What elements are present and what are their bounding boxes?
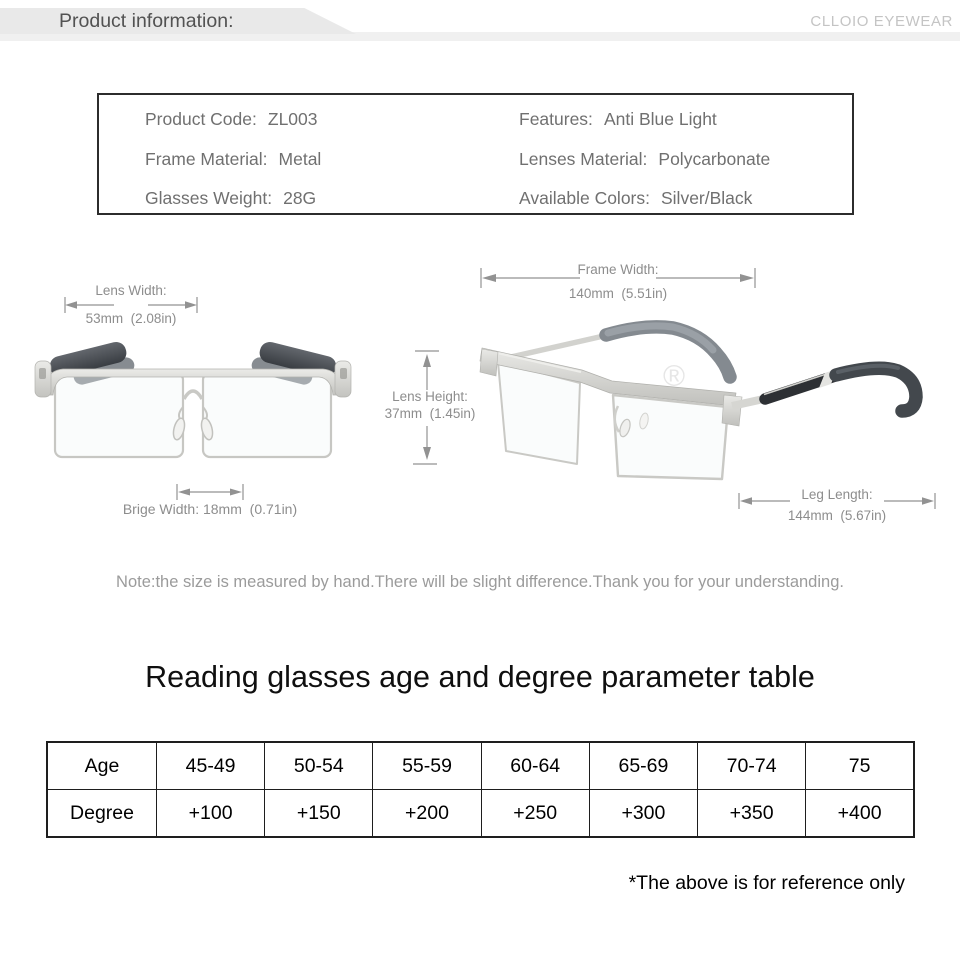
info-row-product-code [145,100,475,140]
glasses-front-image [33,337,353,467]
info-row-glasses-weight [145,179,475,219]
degree-cell: +250 [481,790,589,838]
leg-length-value: 144mm (5.67in) [787,508,887,523]
table-row-age [47,742,914,790]
glasses-side-image [468,318,948,508]
info-column-left [99,95,475,213]
degree-cell: +150 [265,790,373,838]
info-value: Anti Blue Light [603,109,717,129]
lens-height-label: Lens Height: [392,389,468,404]
info-value: 28G [283,188,317,208]
lens-width-value: 53mm (2.08in) [85,311,177,326]
info-label: Available Colors: [519,188,650,208]
brand-name: CLLOIO EYEWEAR [810,13,953,30]
age-cell: 45-49 [157,742,265,790]
row-header-degree: Degree [47,790,157,838]
degree-cell: +100 [157,790,265,838]
row-header-age: Age [47,742,157,790]
frame-width-label: Frame Width: [577,262,659,277]
info-label: Lenses Material: [519,148,648,169]
leg-length-label: Leg Length: [801,487,873,502]
age-cell: 70-74 [698,742,806,790]
age-cell: 60-64 [481,742,589,790]
info-label: Frame Material: [145,148,268,169]
degree-cell: +300 [589,790,697,838]
age-cell: 65-69 [589,742,697,790]
lens-height-value: 37mm (1.45in) [384,406,476,421]
registered-mark-watermark: ® [663,360,686,393]
measurement-note: Note:the size is measured by hand.There will be slight difference.Thank you for your understanding. [116,573,844,591]
page-title: Product information: [59,10,234,32]
age-degree-table [46,741,915,838]
frame-width-value: 140mm (5.51in) [568,286,668,301]
info-label: Glasses Weight: [145,188,273,208]
info-value: ZL003 [267,109,318,129]
table-row-degree [47,790,914,838]
info-value: Silver/Black [661,188,753,208]
info-label: Features: [519,109,593,129]
product-info-box [97,93,854,215]
info-row-available-colors [519,179,852,219]
age-cell: 75 [806,742,914,790]
parameter-table-wrap [46,741,915,838]
info-value: Polycarbonate [658,148,771,169]
degree-cell: +400 [806,790,914,838]
degree-cell: +350 [698,790,806,838]
info-value: Metal [278,148,322,169]
lens-width-label: Lens Width: [95,283,167,298]
bridge-width-label: Brige Width: 18mm (0.71in) [122,501,298,517]
age-cell: 55-59 [373,742,481,790]
info-row-frame-material [145,140,475,180]
info-row-features [519,100,852,140]
info-label: Product Code: [145,109,257,129]
degree-cell: +200 [373,790,481,838]
info-row-lenses-material [519,140,852,180]
table-title: Reading glasses age and degree parameter table [145,660,815,694]
info-column-right [475,95,852,213]
bridge-width-arrow [176,484,244,500]
age-cell: 50-54 [265,742,373,790]
reference-footnote: *The above is for reference only [628,872,905,894]
